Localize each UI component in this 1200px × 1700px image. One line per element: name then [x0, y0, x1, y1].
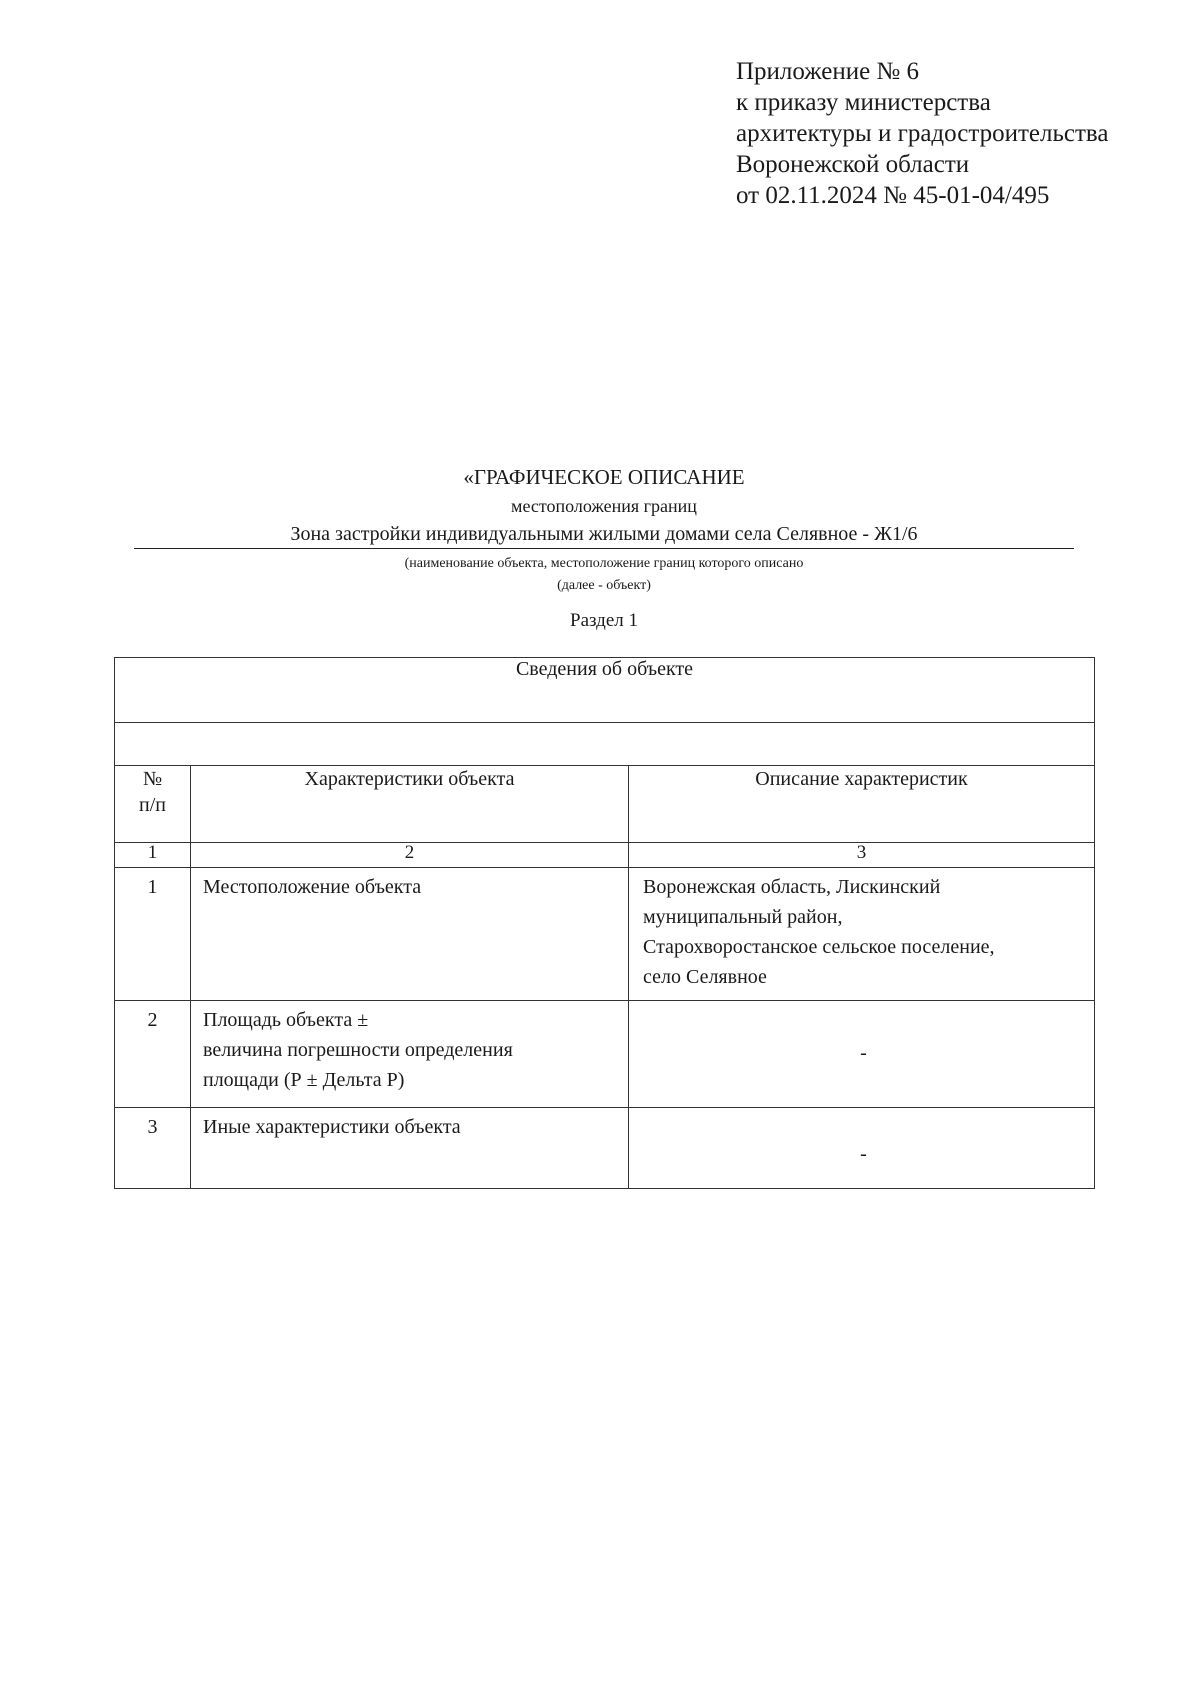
column-header-number [115, 766, 191, 843]
characteristic-cell [191, 1001, 629, 1108]
description-cell [629, 868, 1095, 1001]
column-header-description: Описание характеристик [629, 766, 1095, 843]
column-header-number-line: № [142, 768, 163, 790]
description-line: муниципальный район, [643, 906, 843, 928]
table-empty-row [115, 723, 1095, 766]
appendix-line: Воронежской области [736, 151, 970, 178]
appendix-line: Приложение № 6 [736, 58, 920, 85]
column-number: 2 [191, 843, 629, 868]
description-line: - [860, 1143, 867, 1165]
characteristic-line: величина погрешности определения [203, 1039, 513, 1061]
column-header-number-line: п/п [139, 794, 166, 816]
column-number: 1 [115, 843, 191, 868]
object-name: Зона застройки индивидуальными жилыми домами села Селявное - Ж1/6 [134, 520, 1074, 549]
description-line: Воронежская область, Лискинский [643, 876, 941, 898]
document-subtitle: местоположения границ [511, 496, 697, 516]
table-row [115, 1108, 1095, 1189]
appendix-line: архитектуры и градостроительства [736, 120, 1109, 147]
characteristic-cell [191, 868, 629, 1001]
section-label: Раздел 1 [570, 610, 638, 631]
row-number: 3 [115, 1108, 191, 1189]
document-title: «ГРАФИЧЕСКОЕ ОПИСАНИЕ [463, 465, 745, 489]
table-row [115, 1001, 1095, 1108]
table-header-row [115, 766, 1095, 843]
document-heading [134, 462, 1074, 635]
description-line: село Селявное [643, 966, 767, 988]
object-name-caption: (наименование объекта, местоположение границ которого описано [404, 556, 804, 571]
table-title: Сведения об объекте [115, 658, 1095, 723]
object-info-table [114, 657, 1095, 1189]
row-number: 2 [115, 1001, 191, 1108]
characteristic-line: Местоположение объекта [203, 876, 422, 898]
description-cell [629, 1001, 1095, 1108]
column-header-characteristics: Характеристики объекта [191, 766, 629, 843]
description-line: Старохворостанское сельское поселение, [643, 936, 995, 958]
description-cell [629, 1108, 1095, 1189]
characteristic-cell [191, 1108, 629, 1189]
characteristic-line: площади (Р ± Дельта Р) [203, 1069, 405, 1091]
appendix-line: к приказу министерства [736, 89, 991, 116]
appendix-block [736, 56, 1108, 211]
column-number: 3 [629, 843, 1095, 868]
object-name-caption-continued: (далее - объект) [557, 578, 651, 593]
characteristic-line: Иные характеристики объекта [203, 1116, 461, 1138]
table-title-row [115, 658, 1095, 723]
row-number: 1 [115, 868, 191, 1001]
column-number-row [115, 843, 1095, 868]
characteristic-line: Площадь объекта ± [203, 1009, 369, 1031]
appendix-line: от 02.11.2024 № 45-01-04/495 [736, 182, 1050, 209]
description-line: - [860, 1042, 867, 1064]
empty-cell [115, 723, 1095, 766]
table-row [115, 868, 1095, 1001]
